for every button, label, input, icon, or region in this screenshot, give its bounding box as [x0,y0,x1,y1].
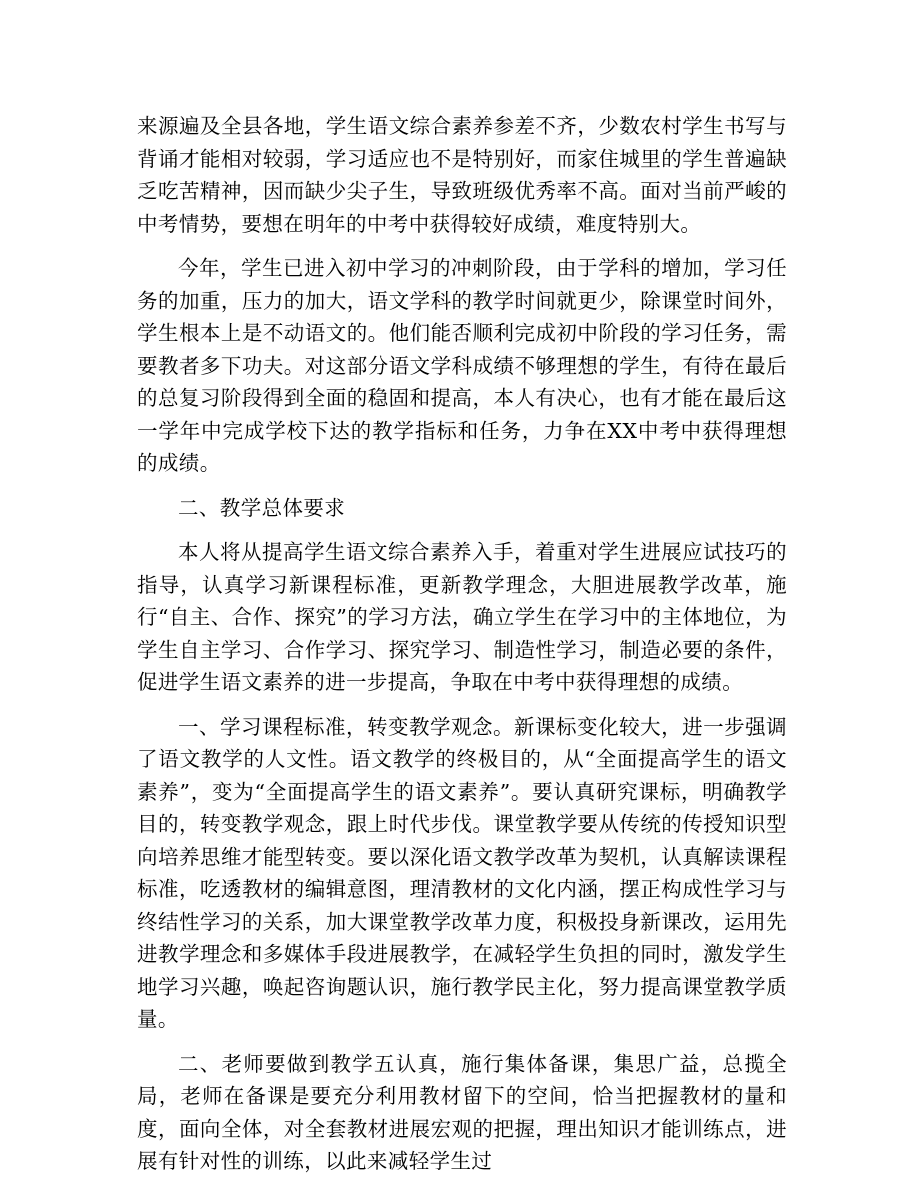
paragraph-teacher-duties: 二、老师要做到教学五认真，施行集体备课，集思广益，总揽全局，老师在备课是要充分利用教材留下的空间，恰当把握教材的量和度，面向全体，对全套教材进展宏观的把握，理出知识才能训练点，进展有针对性的训练，以此来减轻学生过 [137,1051,787,1173]
paragraph-student-background: 来源遍及全县各地，学生语文综合素养参差不齐，少数农村学生书写与背诵才能相对较弱，学习适应也不是特别好，而家住城里的学生普遍缺乏吃苦精神，因而缺少尖子生，导致班级优秀率不高。面对当前严峻的中考情势，要想在明年的中考中获得较好成绩，难度特别大。 [137,114,787,236]
document-page [137,110,787,1190]
paragraph-overall-requirements: 本人将从提高学生语文综合素养入手，着重对学生进展应试技巧的指导，认真学习新课程标准，更新教学理念，大胆进展教学改革，施行“自主、合作、探究”的学习方法，确立学生在学习中的主体地位，为学生自主学习、合作学习、探究学习、制造性学习，制造必要的条件，促进学生语文素养的进一步提高，争取在中考中获得理想的成绩。 [137,540,787,694]
paragraph-curriculum-standards: 一、学习课程标准，转变教学观念。新课标变化较大，进一步强调了语文教学的人文性。语文教学的终极目的，从“全面提高学生的语文素养”，变为“全面提高学生的语文素养”。要认真研究课标，明确教学目的，转变教学观念，跟上时代步伐。课堂教学要从传统的传授知识型向培养思维才能型转变。要以深化语文教学改革为契机，认真解读课程标准，吃透教材的编辑意图，理清教材的文化内涵，摆正构成性学习与终结性学习的关系，加大课堂教学改革力度，积极投身新课改，运用先进教学理念和多媒体手段进展教学，在减轻学生负担的同时，激发学生地学习兴趣，唤起咨询题认识，施行教学民主化，努力提高课堂教学质量。 [137,714,787,1031]
paragraph-current-situation: 今年，学生已进入初中学习的冲刺阶段，由于学科的增加，学习任务的加重，压力的加大，语文学科的教学时间就更少，除课堂时间外，学生根本上是不动语文的。他们能否顺利完成初中阶段的学习任务，需要教者多下功夫。对这部分语文学科成绩不够理想的学生，有待在最后的总复习阶段得到全面的稳固和提高，本人有决心，也有才能在最后这一学年中完成学校下达的教学指标和任务，力争在XX中考中获得理想的成绩。 [137,256,787,475]
section-heading-overall-requirements: 二、教学总体要求 [178,495,346,520]
